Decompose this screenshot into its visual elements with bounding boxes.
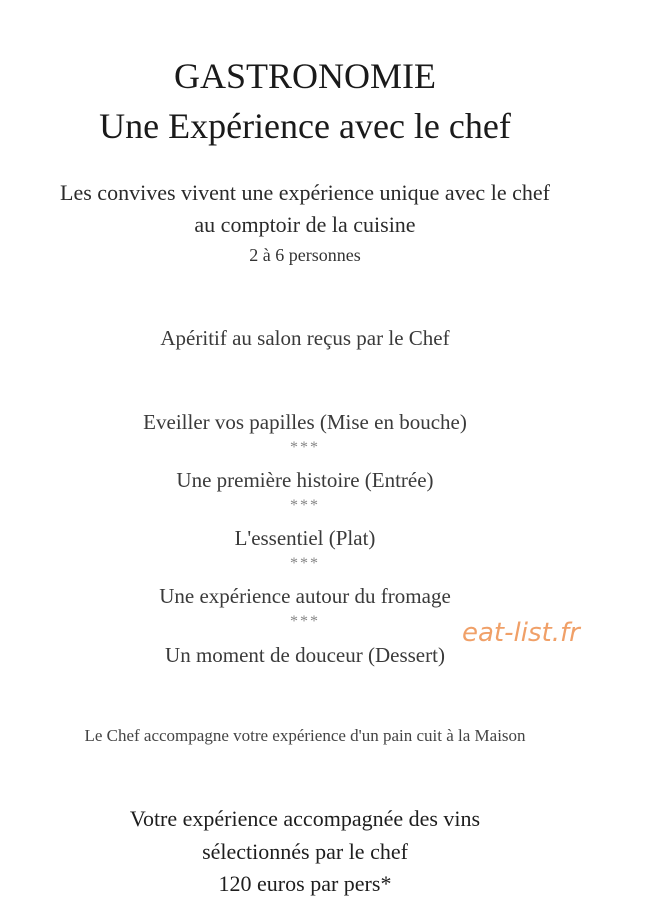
intro-line-2: au comptoir de la cuisine xyxy=(194,212,416,237)
intro-line-1: Les convives vivent une expérience unique avec le chef xyxy=(60,180,550,205)
page-title: GASTRONOMIE xyxy=(173,56,436,96)
course-separator: *** xyxy=(290,439,320,456)
bread-note: Le Chef accompagne votre expérience d'un pain cuit à la Maison xyxy=(84,726,526,745)
course-separator: *** xyxy=(290,497,320,514)
course-item: Une première histoire (Entrée) xyxy=(176,468,434,492)
wine-line-2: sélectionnés par le chef xyxy=(202,839,408,864)
wine-line-1: Votre expérience accompagnée des vins xyxy=(129,806,481,831)
watermark-logo: eat-list.fr xyxy=(462,618,580,648)
guest-count: 2 à 6 personnes xyxy=(249,245,361,265)
course-separator: *** xyxy=(290,555,320,572)
course-item: L'essentiel (Plat) xyxy=(234,526,376,550)
course-separator: *** xyxy=(290,613,320,630)
aperitif-line: Apéritif au salon reçus par le Chef xyxy=(160,326,450,350)
price-line: 120 euros par pers* xyxy=(218,871,392,896)
course-item: Eveiller vos papilles (Mise en bouche) xyxy=(143,410,467,434)
course-item: Une expérience autour du fromage xyxy=(159,584,451,608)
course-item: Un moment de douceur (Dessert) xyxy=(165,643,445,667)
page-subtitle: Une Expérience avec le chef xyxy=(99,106,511,146)
